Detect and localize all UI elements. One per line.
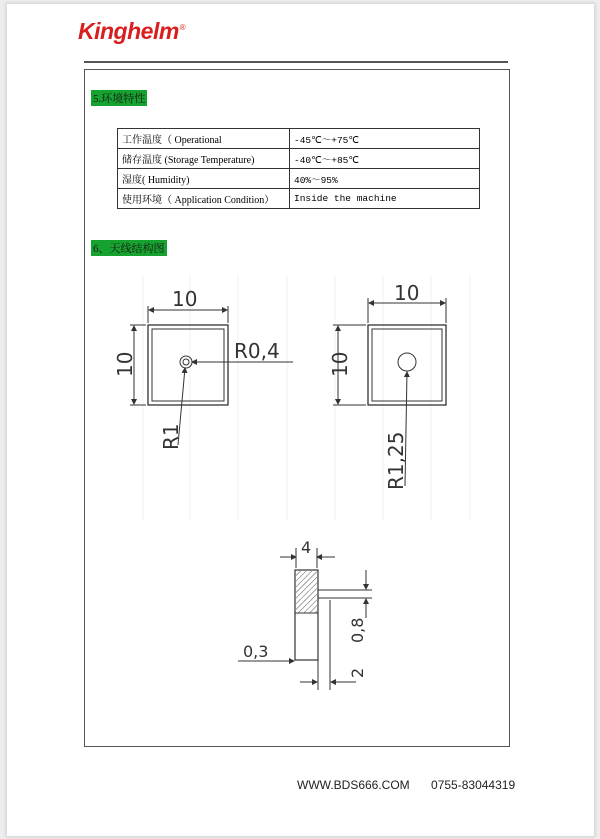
section-title-structure: 6、天线结构图 <box>91 240 167 256</box>
table-cell-label: 储存温度 (Storage Temperature) <box>118 149 290 169</box>
table-cell-value: -45℃～+75℃ <box>290 129 480 149</box>
dim-r1: R1 <box>159 423 183 450</box>
dim-03: 0,3 <box>243 642 269 661</box>
footer-phone: 0755-83044319 <box>431 778 516 792</box>
dim-2: 2 <box>348 667 367 678</box>
table-cell-label: 使用环境（ Application Condition） <box>118 189 290 209</box>
table-cell-label: 工作温度（ Operational <box>118 129 290 149</box>
dim-r04: R0,4 <box>234 339 280 363</box>
table-cell-value: Inside the machine <box>290 189 480 209</box>
patch-drawing-left <box>130 306 293 445</box>
dim-feed-08: 0,8 <box>348 617 367 643</box>
dim-width-left: 10 <box>172 287 198 311</box>
dim-height-left: 10 <box>113 351 137 377</box>
section-title-environment: 5.环境特性 <box>91 90 147 106</box>
dim-thickness: 4 <box>301 538 312 557</box>
table-cell-value: -40℃～+85℃ <box>290 149 480 169</box>
table-cell-label: 湿度( Humidity) <box>118 169 290 189</box>
brand-logo: Kinghelm® <box>78 18 186 44</box>
dim-width-right: 10 <box>394 281 420 305</box>
table-cell-value: 40%～95% <box>290 169 480 189</box>
background-scan-lines <box>143 275 470 520</box>
dim-height-right: 10 <box>328 351 352 377</box>
footer-website: WWW.BDS666.COM <box>297 778 410 792</box>
page-footer <box>297 778 515 792</box>
dim-r125: R1,25 <box>384 431 408 490</box>
